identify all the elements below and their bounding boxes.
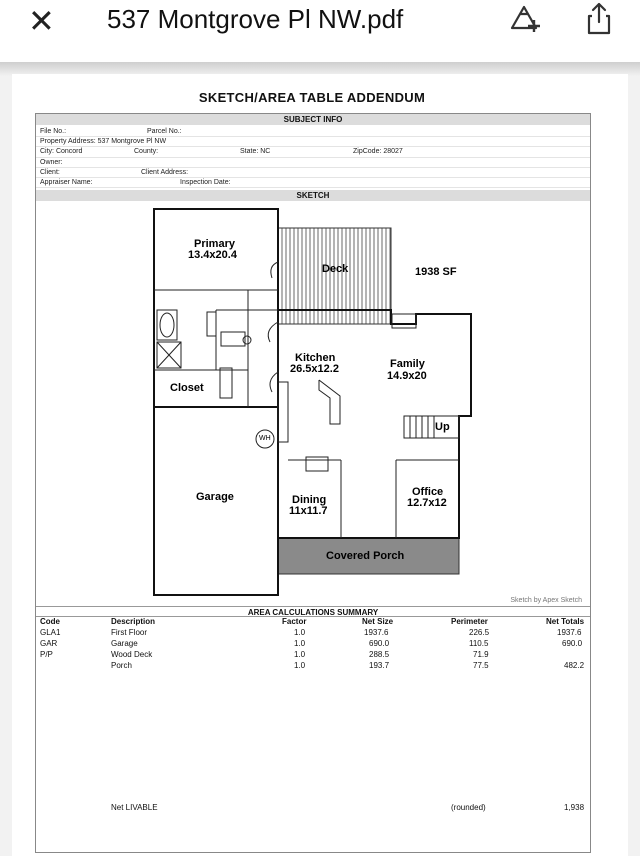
cell-description: Wood Deck: [111, 650, 153, 659]
col-factor: Factor: [282, 617, 307, 626]
cell-description: Porch: [111, 661, 132, 670]
cell-perimeter: 226.5: [469, 628, 490, 637]
sketch-header: SKETCH: [36, 190, 590, 201]
add-to-drive-icon[interactable]: [508, 2, 544, 36]
cell-description: First Floor: [111, 628, 147, 637]
stairs-label: Up: [435, 421, 450, 433]
cell-factor: 1.0: [294, 650, 306, 659]
file-no: File No.:: [40, 128, 67, 135]
net-livable-row: [36, 803, 590, 815]
room-label-kitchen: Kitchen: [295, 352, 336, 364]
cell-net-total: 1937.6: [557, 628, 582, 637]
subject-fields: [36, 127, 590, 188]
room-label-dining: Dining: [292, 494, 327, 506]
client: Client:: [40, 168, 60, 176]
col-perimeter: Perimeter: [451, 617, 488, 626]
appraiser-name: Appraiser Name:: [40, 178, 93, 186]
floor-plan-sketch: [36, 202, 590, 606]
parcel-no: Parcel No.:: [147, 128, 182, 135]
field-row: [36, 168, 590, 178]
cell-factor: 1.0: [294, 639, 306, 648]
room-dim-kitchen: 26.5x12.2: [290, 363, 339, 375]
room-dim-family: 14.9x20: [387, 370, 427, 382]
cell-factor: 1.0: [294, 661, 306, 670]
cell-net-size: 1937.6: [364, 628, 389, 637]
cell-net-size: 193.7: [369, 661, 390, 670]
sketch-credit: Sketch by Apex Sketch: [510, 597, 582, 604]
cell-factor: 1.0: [294, 628, 306, 637]
cell-perimeter: 71.9: [473, 650, 489, 659]
cell-net-size: 690.0: [369, 639, 390, 648]
table-row: [36, 661, 590, 672]
county: County:: [134, 148, 159, 156]
cell-description: Garage: [111, 639, 138, 648]
area-summary-header: AREA CALCULATIONS SUMMARY: [36, 606, 590, 617]
field-row: [36, 178, 590, 188]
room-label-primary: Primary: [194, 238, 235, 250]
share-icon[interactable]: [584, 0, 614, 36]
owner: Owner:: [40, 158, 63, 166]
cell-code: GAR: [40, 639, 58, 648]
property-address: Property Address: 537 Montgrove Pl NW: [40, 138, 167, 146]
city: City: Concord: [40, 148, 83, 156]
table-header-row: [36, 617, 590, 628]
field-row: [36, 147, 590, 157]
cell-perimeter: 77.5: [473, 661, 489, 670]
inspection-date: Inspection Date:: [180, 178, 231, 186]
cell-net-total: 690.0: [562, 639, 583, 648]
water-heater-label: WH: [259, 435, 271, 442]
col-code: Code: [40, 617, 60, 626]
close-icon[interactable]: ✕: [28, 3, 55, 39]
subject-info-header: SUBJECT INFO: [36, 114, 590, 125]
net-livable-value: 1,938: [564, 803, 585, 812]
col-description: Description: [111, 617, 156, 626]
room-label-porch: Covered Porch: [326, 550, 405, 562]
room-label-office: Office: [412, 486, 444, 498]
file-title: 537 Montgrove Pl NW.pdf: [107, 4, 404, 34]
col-net-totals: Net Totals: [546, 617, 585, 626]
rounded-label: (rounded): [451, 803, 486, 812]
field-row: [36, 158, 590, 168]
cell-net-size: 288.5: [369, 650, 390, 659]
room-label-family: Family: [390, 358, 425, 370]
cell-code: GLA1: [40, 628, 61, 637]
room-label-garage: Garage: [196, 491, 234, 503]
room-label-deck: Deck: [322, 263, 349, 275]
app-header: [0, 0, 640, 62]
field-row: [36, 127, 590, 137]
room-dim-dining: 11x11.7: [289, 505, 328, 517]
state: State: NC: [240, 148, 271, 156]
cell-code: P/P: [40, 650, 53, 659]
floor-plan-svg: [36, 202, 590, 606]
document-title: SKETCH/AREA TABLE ADDENDUM: [198, 90, 426, 105]
table-row: [36, 639, 590, 650]
table-row: [36, 628, 590, 639]
room-label-closet: Closet: [170, 382, 204, 394]
room-dim-primary: 13.4x20.4: [188, 249, 237, 261]
total-sf: 1938 SF: [415, 266, 457, 278]
table-row: [36, 650, 590, 661]
cell-net-total: 482.2: [564, 661, 585, 670]
area-table: [36, 617, 590, 672]
col-net-size: Net Size: [362, 617, 394, 626]
net-livable-label: Net LIVABLE: [111, 803, 158, 812]
field-row: [36, 137, 590, 147]
zipcode: ZipCode: 28027: [353, 148, 403, 156]
client-address: Client Address:: [141, 168, 189, 176]
cell-perimeter: 110.5: [469, 639, 489, 648]
room-dim-office: 12.7x12: [407, 497, 447, 509]
